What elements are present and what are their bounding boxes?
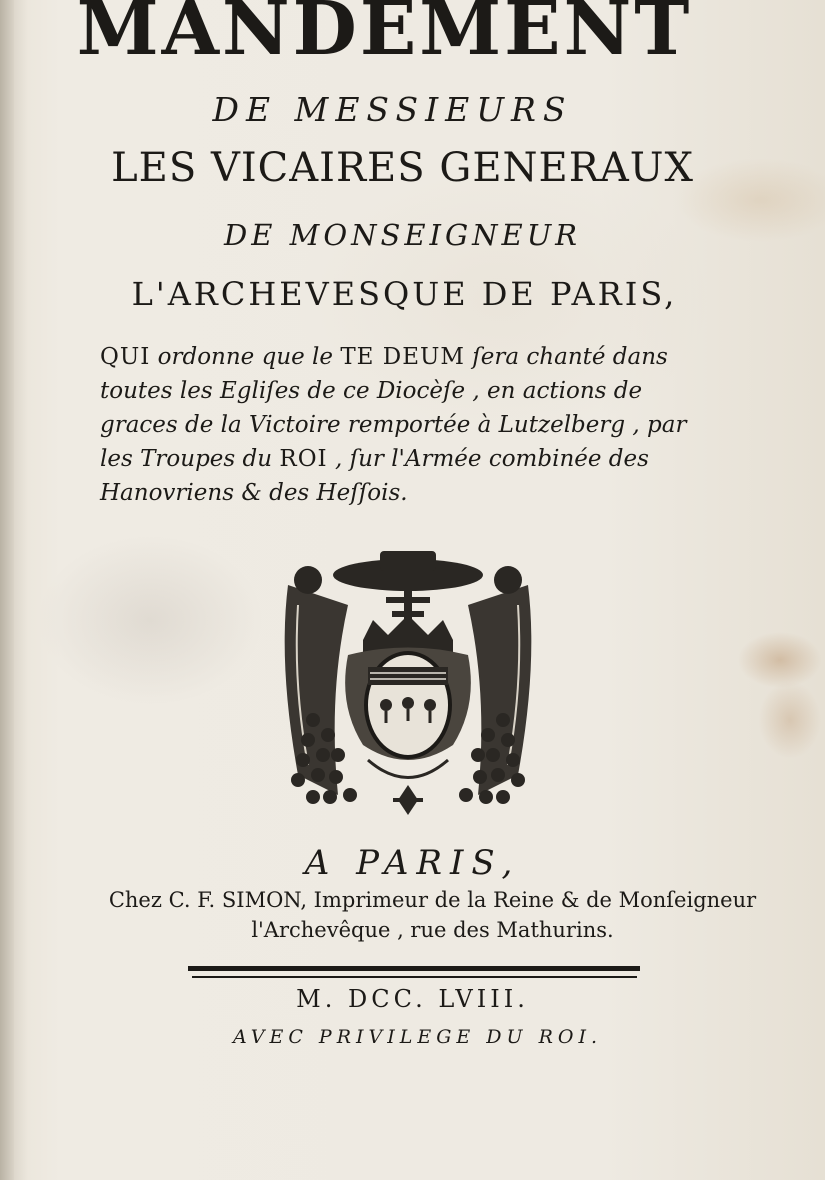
divider-rule-thick bbox=[188, 966, 640, 971]
main-title: MANDEMENT bbox=[76, 0, 693, 72]
subtitle-de-messieurs: DE MESSIEURS bbox=[212, 90, 573, 129]
paragraph-line-1: QUI ordonne que le TE DEUM ſera chanté dans bbox=[100, 344, 668, 370]
publication-year: M. DCC. LVIII. bbox=[296, 985, 529, 1013]
subtitle-monseigneur: DE MONSEIGNEUR bbox=[224, 218, 581, 252]
printer-line-1: Chez C. F. SIMON, Imprimeur de la Reine & de Monſeigneur bbox=[108, 888, 757, 912]
imprint-place: A PARIS, bbox=[304, 843, 521, 883]
divider-rule-thin bbox=[192, 976, 637, 978]
paragraph-line-4: les Troupes du ROI , ſur l'Armée combinée des bbox=[100, 446, 649, 472]
description-paragraph bbox=[100, 340, 740, 510]
paragraph-line-5: Hanovriens & des Heſſois. bbox=[100, 480, 408, 506]
royal-privilege: AVEC PRIVILEGE DU ROI. bbox=[232, 1026, 603, 1048]
paragraph-line-3: graces de la Victoire remportée à Lutzelberg , par bbox=[100, 412, 687, 438]
printer-line-2: l'Archevêque , rue des Mathurins. bbox=[251, 918, 614, 942]
subtitle-archevesque: L'ARCHEVESQUE DE PARIS, bbox=[131, 275, 678, 313]
paragraph-line-2: toutes les Egliſes de ce Diocèſe , en actions de bbox=[100, 378, 643, 404]
coat-of-arms-icon bbox=[268, 545, 548, 835]
subtitle-vicaires: LES VICAIRES GENERAUX bbox=[111, 145, 694, 191]
